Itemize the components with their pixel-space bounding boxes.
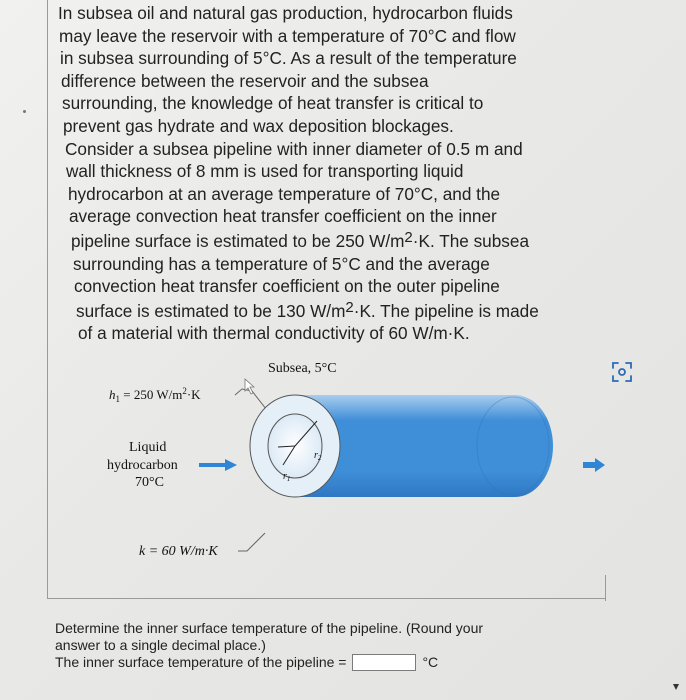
problem-line: surrounding has a temperature of 5°C and the average [73,253,490,274]
question-line: Determine the inner surface temperature of the pipeline. (Round your [55,620,484,636]
liquid-label-line1: Liquid [129,440,167,455]
superscript: 2 [345,298,354,316]
h1-symbol: h [109,387,116,402]
problem-line: wall thickness of 8 mm is used for transporting liquid [66,161,464,182]
r2-subscript: 2 [317,454,322,462]
answer-input[interactable] [352,654,416,671]
answer-line [55,654,635,671]
liquid-label-line3: 70°C [135,475,164,490]
problem-line [71,230,618,253]
problem-line: of a material with thermal conductivity of 60 W/m·K. [78,323,470,344]
problem-line: difference between the reservoir and the subsea [61,70,429,91]
problem-text-span: ·K. The subsea [412,230,530,251]
k-leader-line [238,533,265,551]
margin-dot [23,110,26,113]
problem-line: In subsea oil and natural gas production, hydrocarbon fluids [58,3,513,23]
h1-subscript: 1 [115,394,120,404]
problem-line: hydrocarbon at an average temperature of 70°C, and the [68,183,501,204]
problem-line: surrounding, the knowledge of heat transfer is critical to [62,93,484,114]
problem-line: in subsea surrounding of 5°C. As a result of the temperature [60,48,517,69]
problem-line: convection heat transfer coefficient on the outer pipeline [74,276,500,297]
answer-prefix: The inner surface temperature of the pipeline = [55,654,347,670]
r1-symbol: r [283,471,287,482]
k-label: k = 60 W/m·K [139,544,218,559]
r2-symbol: r [314,450,318,461]
h1-value: = 250 W/m [120,387,183,402]
problem-line: Consider a subsea pipeline with inner diameter of 0.5 m and [65,138,523,159]
superscript: 2 [404,228,413,246]
h1-unit: ·K [186,387,201,402]
question-line: answer to a single decimal place.) [55,637,266,653]
scroll-down-arrow-icon[interactable] [673,684,679,690]
frame-bottom-border [47,598,606,599]
answer-unit: °C [422,654,439,670]
pipeline-diagram [95,355,615,570]
subsea-label: Subsea, 5°C [268,361,337,376]
focus-frame-icon[interactable] [609,359,635,385]
problem-text-span: pipeline surface is estimated to be 250 W/m [71,230,405,251]
frame-right-border [605,575,606,601]
problem-text-span: surface is estimated to be 130 W/m [76,300,346,321]
frame-left-border [47,0,48,598]
question-block [55,620,635,671]
liquid-label-line2: hydrocarbon [107,458,178,473]
flow-arrow-icon [199,459,237,471]
problem-line [76,300,618,323]
problem-line: average convection heat transfer coefficient on the inner [69,206,497,227]
r1-subscript: 1 [286,475,291,483]
problem-statement [58,2,618,345]
h1-superscript: 2 [182,386,187,396]
problem-line: prevent gas hydrate and wax deposition blockages. [63,115,454,136]
cursor-icon [245,379,254,394]
problem-line: may leave the reservoir with a temperature of 70°C and flow [59,25,516,46]
problem-text-span: ·K. The pipeline is made [353,300,539,321]
outlet-arrow-icon [583,458,605,472]
h1-label [109,386,201,404]
